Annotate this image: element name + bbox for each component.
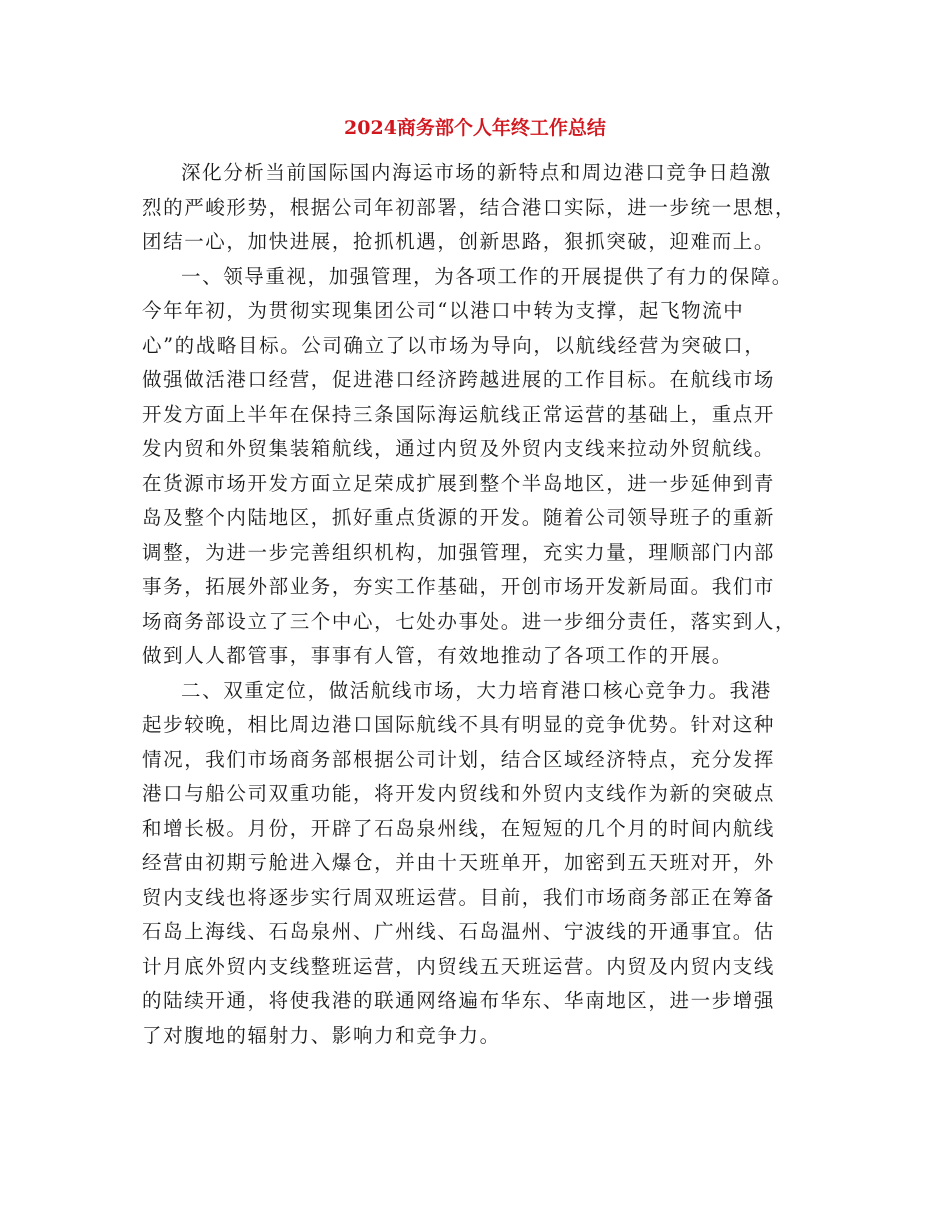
text-line: 石岛上海线、石岛泉州、广州线、石岛温州、宁波线的开通事宜。估 xyxy=(142,920,776,943)
text-line: 心”的战略目标。公司确立了以市场为导向，以航线经营为突破口， xyxy=(142,333,766,357)
text-line: 一、领导重视，加强管理，为各项工作的开展提供了有力的保障。 xyxy=(181,264,793,288)
text-line: 二、双重定位，做活航线市场，大力培育港口核心竞争力。我港 xyxy=(181,678,772,702)
text-line: 做到人人都管事，事事有人管，有效地推动了各项工作的开展。 xyxy=(142,644,733,667)
text-line: 岛及整个内陆地区，抓好重点货源的开发。随着公司领导班子的重新 xyxy=(142,506,776,529)
paragraph-section-two xyxy=(142,674,814,1054)
paragraph-intro xyxy=(142,156,814,260)
text-line: 计月底外贸内支线整班运营，内贸线五天班运营。内贸及内贸内支线 xyxy=(142,954,776,978)
text-line: 团结一心，加快进展，抢抓机遇，创新思路，狠抓突破，迎难而上。 xyxy=(142,230,776,253)
text-line: 今年年初，为贯彻实现集团公司“以港口中转为支撑，起飞物流中 xyxy=(142,299,745,322)
text-line: 情况，我们市场商务部根据公司计划，结合区域经济特点，充分发挥 xyxy=(142,747,776,771)
text-line: 场商务部设立了三个中心，七处办事处。进一步细分责任，落实到人， xyxy=(142,609,797,633)
text-line: 港口与船公司双重功能，将开发内贸线和外贸内支线作为新的突破点 xyxy=(142,782,776,805)
text-line: 和增长极。月份，开辟了石岛泉州线，在短短的几个月的时间内航线 xyxy=(142,816,776,840)
text-line: 调整，为进一步完善组织机构，加强管理，充实力量，理顺部门内部 xyxy=(142,540,776,564)
paragraph-section-one xyxy=(142,260,814,674)
text-line: 的陆续开通，将使我港的联通网络遍布华东、华南地区，进一步增强 xyxy=(142,989,776,1012)
text-line: 深化分析当前国际国内海运市场的新特点和周边港口竞争日趋激 xyxy=(181,161,772,184)
text-line: 在货源市场开发方面立足荣成扩展到整个半岛地区，进一步延伸到青 xyxy=(142,471,776,495)
document-body xyxy=(142,156,814,1053)
text-line: 做强做活港口经营，促进港口经济跨越进展的工作目标。在航线市场 xyxy=(142,368,776,391)
text-line: 了对腹地的辐射力、影响力和竞争力。 xyxy=(142,1023,501,1047)
text-line: 烈的严峻形势，根据公司年初部署，结合港口实际，进一步统一思想， xyxy=(142,195,797,219)
text-line: 经营由初期亏舱进入爆仓，并由十天班单开，加密到五天班对开，外 xyxy=(142,851,776,874)
text-line: 事务，拓展外部业务，夯实工作基础，开创市场开发新局面。我们市 xyxy=(142,575,776,598)
text-line: 起步较晚，相比周边港口国际航线不具有明显的竞争优势。针对这种 xyxy=(142,713,776,736)
text-line: 贸内支线也将逐步实行周双班运营。目前，我们市场商务部正在筹备 xyxy=(142,885,776,909)
text-line: 开发方面上半年在保持三条国际海运航线正常运营的基础上，重点开 xyxy=(142,402,776,426)
document-title: 2024商务部个人年终工作总结 xyxy=(344,117,606,139)
text-line: 发内贸和外贸集装箱航线，通过内贸及外贸内支线来拉动外贸航线。 xyxy=(142,437,776,460)
